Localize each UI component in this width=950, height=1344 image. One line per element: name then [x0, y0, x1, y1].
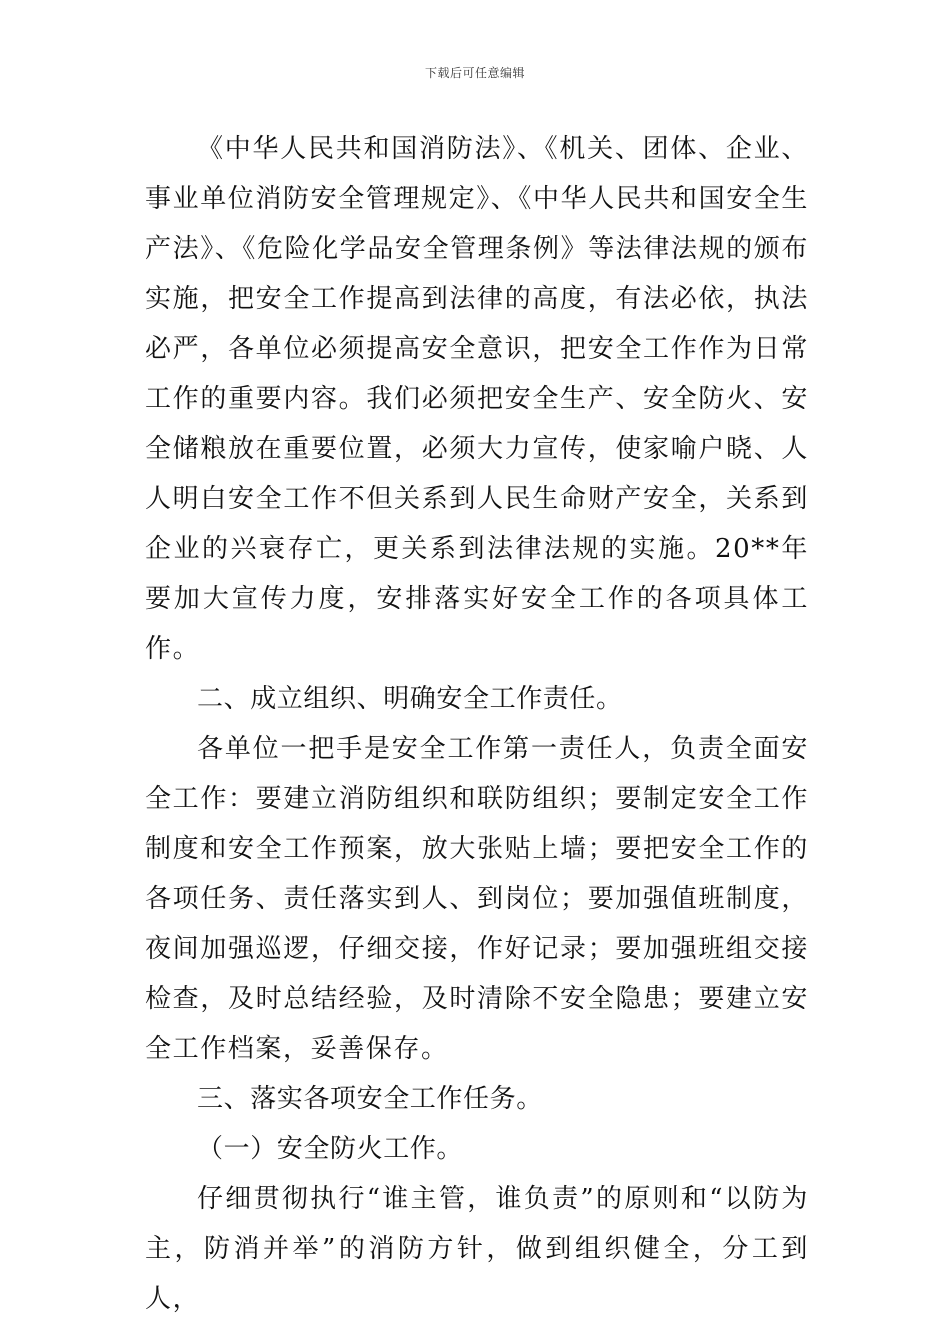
page-header-note: 下载后可任意编辑 — [424, 66, 525, 80]
section-heading-2: 二、成立组织、明确安全工作责任。 — [197, 684, 623, 714]
paragraph-laws: 《中华人民共和国消防法》、《机关、团体、企业、事业单位消防安全管理规定》、《中华人民共和国安全生产法》、《危险化学品安全管理条例》等法律法规的颁布实施，把安全工作提高到法律的高度，有法必依，执法必严，各单位必须提高安全意识，把安全工作作为日常工作的重要内容。我们必须把安全生产、安全防火、安全储粮放在重要位置，必须大力宣传，使家喻户晓、人人明白安全工作不但关系到人民生命财产安全，关系到企业的兴衰存亡，更关系到法律法规的实施。20**年要加大宣传力度，安排落实好安全工作的各项具体工作。 — [145, 134, 810, 664]
section-heading-3: 三、落实各项安全工作任务。 — [197, 1084, 543, 1114]
paragraph-responsibility: 各单位一把手是安全工作第一责任人，负责全面安全工作：要建立消防组织和联防组织；要制定安全工作制度和安全工作预案，放大张贴上墙；要把安全工作的各项任务、责任落实到人、到岗位；要加强值班制度，夜间加强巡逻，仔细交接，作好记录；要加强班组交接检查，及时总结经验，及时清除不安全隐患；要建立安全工作档案，妥善保存。 — [145, 734, 809, 1064]
document-body — [145, 124, 809, 1324]
subsection-heading-1: （一）安全防火工作。 — [197, 1134, 464, 1164]
paragraph-fire-prevention: 仔细贯彻执行“谁主管，谁负责”的原则和“以防为主，防消并举”的消防方针，做到组织健全，分工到人， — [145, 1184, 809, 1314]
